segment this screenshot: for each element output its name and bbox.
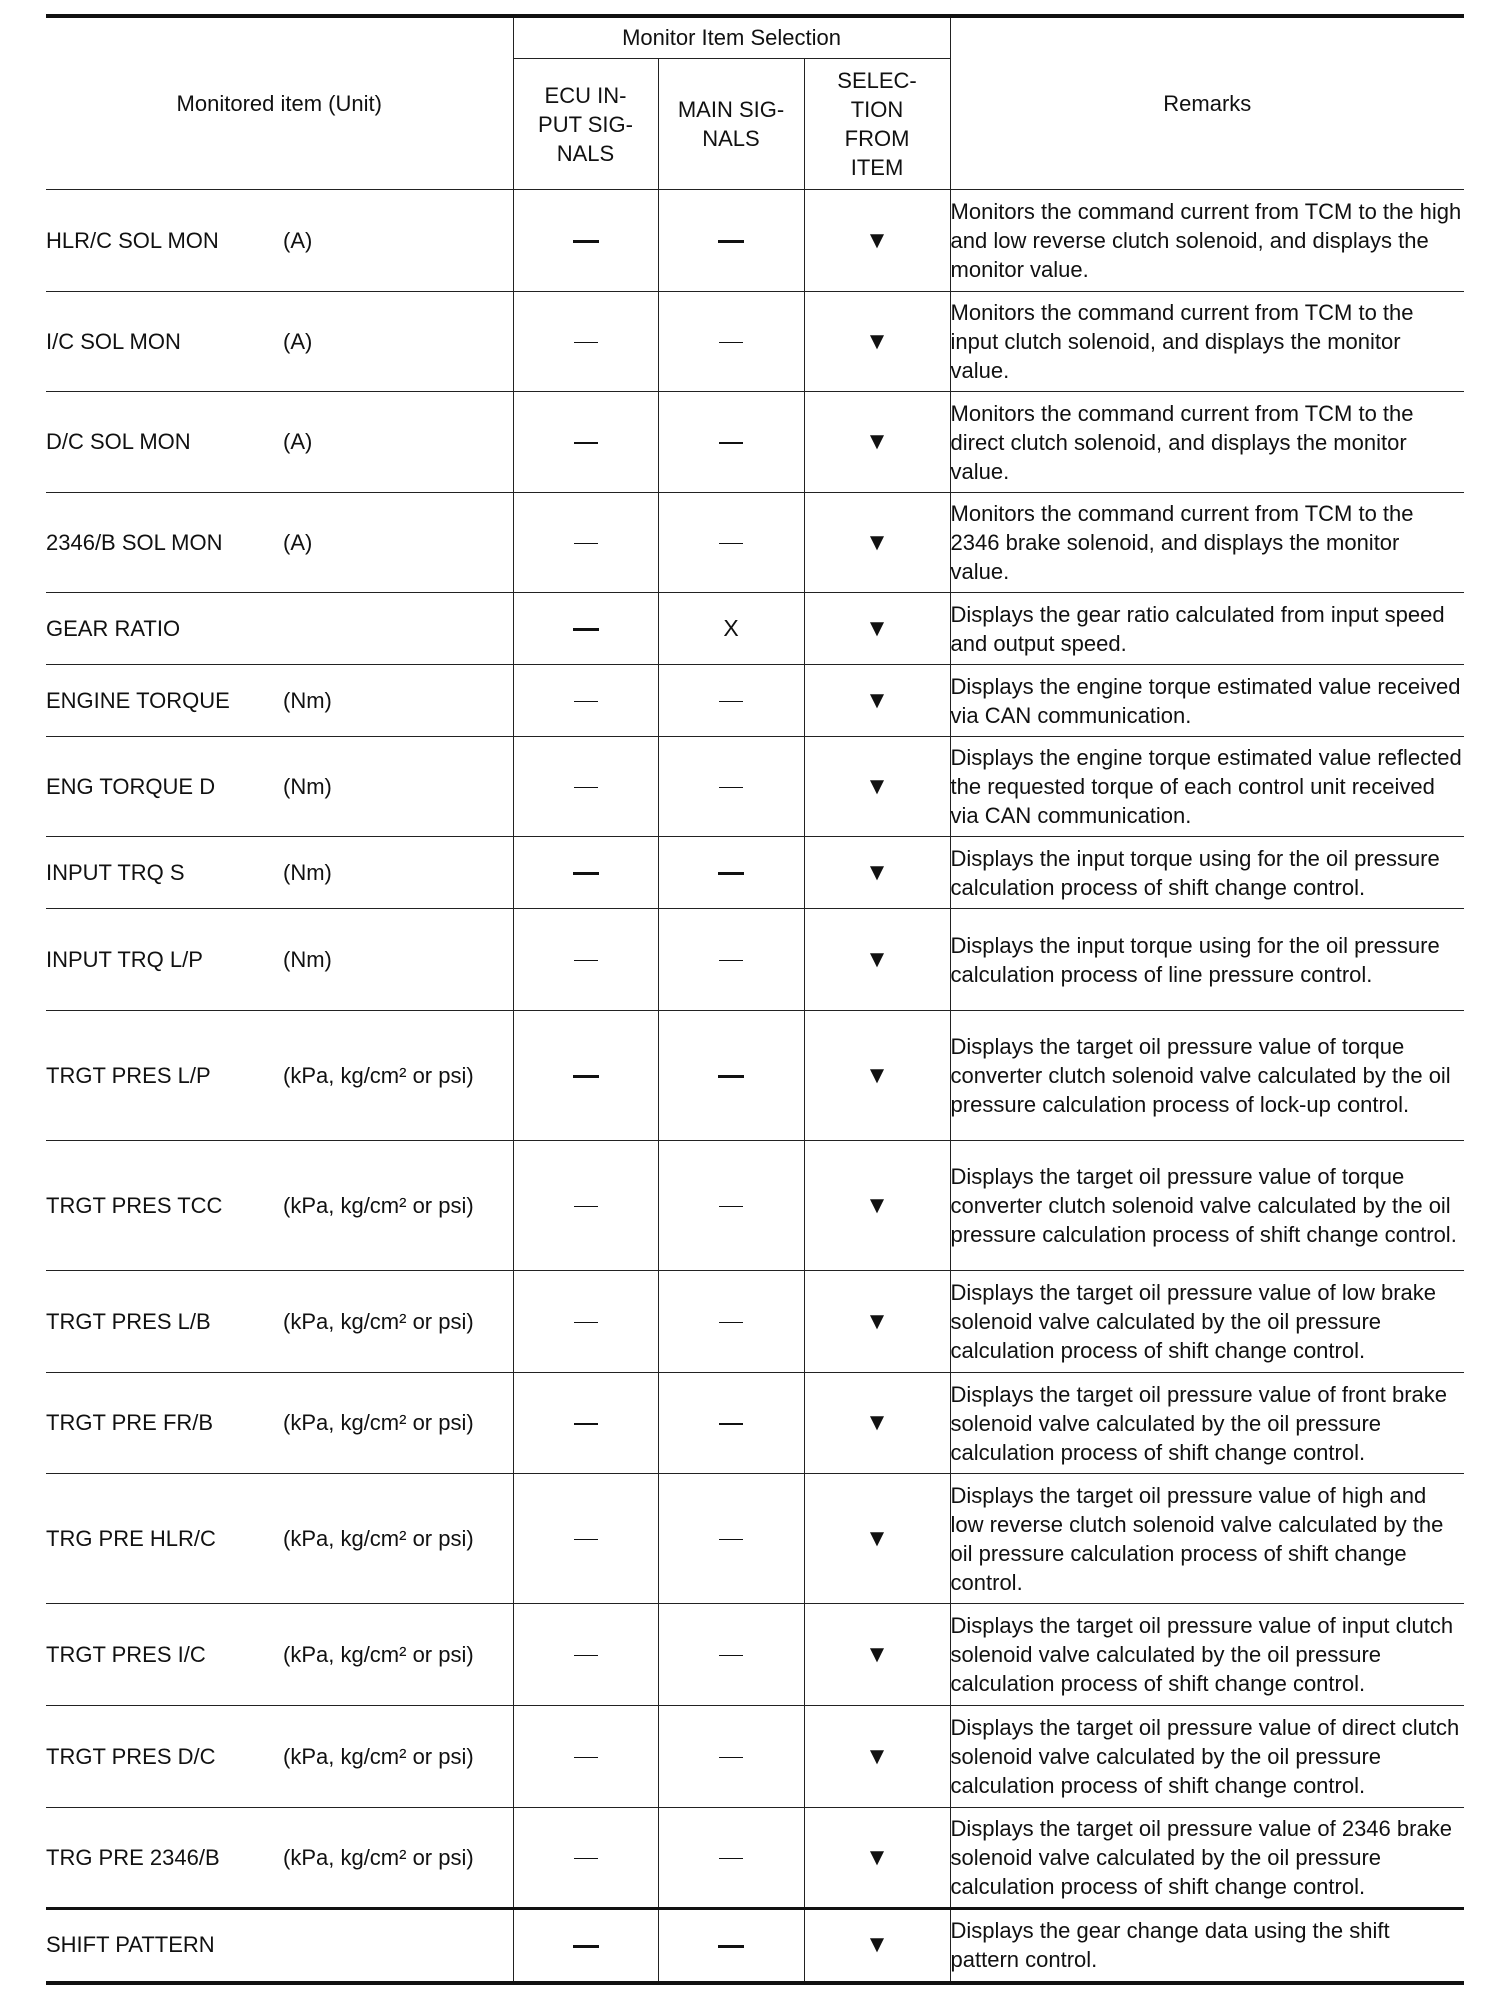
not-applicable-dash (574, 1655, 598, 1657)
table-row (46, 593, 1464, 665)
remarks-cell: Displays the input torque using for the oil pressure calculation process of shift change control. (950, 837, 1464, 909)
ecu-input-signals-cell (513, 1909, 658, 1983)
not-applicable-dash (574, 1206, 598, 1208)
not-applicable-dash (719, 1539, 743, 1541)
not-applicable-dash (719, 1858, 743, 1860)
ecu-input-signals-cell (513, 190, 658, 292)
main-signals-cell (658, 1011, 804, 1141)
table-row (46, 292, 1464, 392)
table-row (46, 392, 1464, 493)
main-signals-cell (658, 1604, 804, 1706)
monitored-item-name: D/C SOL MON (46, 429, 191, 454)
ecu-input-signals-cell (513, 1604, 658, 1706)
selected-triangle-icon: ▼ (865, 614, 889, 642)
remarks-cell: Displays the target oil pressure value of low brake solenoid valve calculated by the oil pressure calculation process of shift change control. (950, 1271, 1464, 1373)
not-applicable-dash (719, 787, 743, 789)
ecu-input-signals-cell (513, 392, 658, 493)
not-applicable-dash (719, 1757, 743, 1759)
monitored-item-unit: (Nm) (283, 687, 332, 713)
remarks-cell: Displays the gear ratio calculated from input speed and output speed. (950, 593, 1464, 665)
main-signals-cell (658, 1706, 804, 1808)
main-signals-cell (658, 392, 804, 493)
monitored-item-name: TRGT PRES L/P (46, 1062, 211, 1088)
header-remarks: Remarks (950, 16, 1464, 190)
monitored-item-unit: (kPa, kg/cm² or psi) (283, 1641, 474, 1667)
selected-triangle-icon: ▼ (865, 1742, 889, 1770)
table-row (46, 1373, 1464, 1474)
remarks-cell: Monitors the command current from TCM to the 2346 brake solenoid, and displays the monitor value. (950, 493, 1464, 593)
ecu-input-signals-cell (513, 292, 658, 392)
not-applicable-dash (574, 1757, 598, 1759)
monitored-item-unit: (kPa, kg/cm² or psi) (283, 1743, 474, 1769)
not-applicable-dash (573, 628, 599, 631)
main-signals-cell (658, 593, 804, 665)
selection-from-item-cell (804, 292, 950, 392)
monitored-item-cell (46, 737, 513, 837)
monitored-item-name: TRG PRE 2346/B (46, 1844, 220, 1870)
monitored-item-unit: (Nm) (283, 773, 332, 799)
selected-triangle-icon: ▼ (865, 686, 889, 714)
table-row (46, 909, 1464, 1011)
selected-triangle-icon: ▼ (865, 858, 889, 886)
remarks-cell: Displays the target oil pressure value of input clutch solenoid valve calculated by the oil pressure calculation process of shift change control. (950, 1604, 1464, 1706)
monitored-item-cell (46, 1011, 513, 1141)
selected-triangle-icon: ▼ (865, 428, 889, 455)
main-signals-cell (658, 493, 804, 593)
remarks-cell: Monitors the command current from TCM to the direct clutch solenoid, and displays the monitor value. (950, 392, 1464, 493)
monitored-item-name: HLR/C SOL MON (46, 227, 219, 253)
selected-triangle-icon: ▼ (865, 945, 889, 973)
monitored-item-cell (46, 1808, 513, 1909)
main-signals-cell (658, 737, 804, 837)
table-row (46, 1808, 1464, 1909)
not-applicable-dash (719, 342, 743, 344)
monitored-item-unit: (kPa, kg/cm² or psi) (283, 1410, 474, 1435)
monitored-item-cell (46, 1474, 513, 1604)
ecu-input-signals-cell (513, 665, 658, 737)
table-row (46, 1271, 1464, 1373)
selection-from-item-cell (804, 909, 950, 1011)
not-applicable-dash (719, 1655, 743, 1657)
monitored-item-cell (46, 1141, 513, 1271)
not-applicable-dash (719, 1423, 743, 1425)
selection-from-item-cell (804, 190, 950, 292)
remarks-cell: Displays the target oil pressure value of torque converter clutch solenoid valve calculated by the oil pressure calculation process of shift change control. (950, 1141, 1464, 1271)
remarks-cell: Displays the gear change data using the shift pattern control. (950, 1909, 1464, 1983)
monitored-item-name: SHIFT PATTERN (46, 1932, 215, 1958)
selected-triangle-icon: ▼ (865, 1409, 889, 1436)
not-applicable-dash (719, 701, 743, 703)
selection-from-item-cell (804, 392, 950, 493)
remarks-cell: Displays the target oil pressure value of high and low reverse clutch solenoid valve calculated by the oil pressure calculation process of shift change control. (950, 1474, 1464, 1604)
not-applicable-dash (574, 1322, 598, 1324)
main-signals-cell (658, 190, 804, 292)
not-applicable-dash (574, 1423, 598, 1425)
remarks-cell: Displays the target oil pressure value of torque converter clutch solenoid valve calculated by the oil pressure calculation process of lock-up control. (950, 1011, 1464, 1141)
monitored-item-cell (46, 493, 513, 593)
applicable-x-mark: X (723, 615, 739, 641)
not-applicable-dash (719, 1322, 743, 1324)
monitored-item-unit: (kPa, kg/cm² or psi) (283, 1062, 474, 1088)
monitored-item-name: TRG PRE HLR/C (46, 1525, 216, 1551)
monitored-item-cell (46, 1604, 513, 1706)
monitored-item-name: GEAR RATIO (46, 615, 181, 641)
main-signals-cell (658, 1808, 804, 1909)
not-applicable-dash (574, 442, 598, 444)
not-applicable-dash (574, 701, 598, 703)
not-applicable-dash (718, 1945, 744, 1948)
monitored-item-name: TRGT PRES TCC (46, 1192, 223, 1218)
selection-from-item-cell (804, 1706, 950, 1808)
not-applicable-dash (718, 240, 744, 243)
not-applicable-dash (574, 787, 598, 789)
table-row (46, 1706, 1464, 1808)
selection-from-item-cell (804, 1271, 950, 1373)
monitored-item-cell (46, 593, 513, 665)
not-applicable-dash (574, 960, 598, 962)
monitored-item-cell (46, 1373, 513, 1474)
main-signals-cell (658, 837, 804, 909)
selected-triangle-icon: ▼ (865, 226, 889, 254)
ecu-input-signals-cell (513, 1373, 658, 1474)
ecu-input-signals-cell (513, 1706, 658, 1808)
monitored-item-name: TRGT PRES L/B (46, 1308, 211, 1334)
not-applicable-dash (574, 543, 598, 545)
not-applicable-dash (574, 342, 598, 344)
not-applicable-dash (574, 1539, 598, 1541)
selection-from-item-cell (804, 837, 950, 909)
ecu-input-signals-cell (513, 1808, 658, 1909)
remarks-cell: Monitors the command current from TCM to the input clutch solenoid, and displays the monitor value. (950, 292, 1464, 392)
header-monitored-item: Monitored item (Unit) (46, 16, 513, 190)
monitored-item-name: TRGT PRES D/C (46, 1743, 216, 1769)
selected-triangle-icon: ▼ (865, 1191, 889, 1219)
main-signals-cell (658, 292, 804, 392)
main-signals-cell (658, 1909, 804, 1983)
header-monitor-item-selection: Monitor Item Selection (513, 16, 950, 59)
monitored-item-unit: (A) (283, 227, 313, 253)
main-signals-cell (658, 1141, 804, 1271)
not-applicable-dash (719, 960, 743, 962)
header-selection-from-item: SELEC- TION FROM ITEM (804, 59, 950, 190)
header-ecu-input-signals: ECU IN- PUT SIG- NALS (513, 59, 658, 190)
monitored-item-cell (46, 665, 513, 737)
selected-triangle-icon: ▼ (865, 772, 889, 800)
not-applicable-dash (573, 872, 599, 875)
monitored-item-unit: (kPa, kg/cm² or psi) (283, 1525, 474, 1551)
main-signals-cell (658, 1474, 804, 1604)
ecu-input-signals-cell (513, 1474, 658, 1604)
selection-from-item-cell (804, 1141, 950, 1271)
table-row (46, 737, 1464, 837)
monitored-item-cell (46, 1909, 513, 1983)
monitored-item-cell (46, 190, 513, 292)
monitored-item-unit: (A) (283, 429, 313, 454)
monitored-item-unit: (A) (283, 529, 313, 555)
selection-from-item-cell (804, 1604, 950, 1706)
monitored-item-name: TRGT PRES I/C (46, 1641, 206, 1667)
table-row (46, 665, 1464, 737)
monitored-item-name: TRGT PRE FR/B (46, 1410, 214, 1435)
monitor-item-table (46, 14, 1464, 1985)
not-applicable-dash (574, 1858, 598, 1860)
monitored-item-unit: (kPa, kg/cm² or psi) (283, 1308, 474, 1334)
monitored-item-cell (46, 1271, 513, 1373)
selected-triangle-icon: ▼ (865, 1061, 889, 1089)
selection-from-item-cell (804, 1909, 950, 1983)
main-signals-cell (658, 1373, 804, 1474)
not-applicable-dash (719, 442, 743, 444)
selection-from-item-cell (804, 665, 950, 737)
ecu-input-signals-cell (513, 1011, 658, 1141)
table-row (46, 1604, 1464, 1706)
not-applicable-dash (718, 1075, 744, 1078)
table-row (46, 493, 1464, 593)
ecu-input-signals-cell (513, 593, 658, 665)
table-row (46, 1474, 1464, 1604)
monitored-item-cell (46, 909, 513, 1011)
remarks-cell: Displays the target oil pressure value of direct clutch solenoid valve calculated by the oil pressure calculation process of shift change control. (950, 1706, 1464, 1808)
selected-triangle-icon: ▼ (865, 1931, 889, 1959)
ecu-input-signals-cell (513, 493, 658, 593)
monitored-item-unit: (kPa, kg/cm² or psi) (283, 1844, 474, 1870)
table-row (46, 1909, 1464, 1983)
main-signals-cell (658, 909, 804, 1011)
monitored-item-unit: (kPa, kg/cm² or psi) (283, 1192, 474, 1218)
monitored-item-name: 2346/B SOL MON (46, 529, 223, 555)
remarks-cell: Monitors the command current from TCM to the high and low reverse clutch solenoid, and displays the monitor value. (950, 190, 1464, 292)
header-main-signals: MAIN SIG- NALS (658, 59, 804, 190)
monitored-item-name: INPUT TRQ L/P (46, 946, 203, 972)
table-row (46, 1011, 1464, 1141)
selection-from-item-cell (804, 737, 950, 837)
ecu-input-signals-cell (513, 1141, 658, 1271)
monitored-item-name: I/C SOL MON (46, 328, 181, 354)
not-applicable-dash (718, 872, 744, 875)
selection-from-item-cell (804, 1474, 950, 1604)
main-signals-cell (658, 665, 804, 737)
ecu-input-signals-cell (513, 837, 658, 909)
selected-triangle-icon: ▼ (865, 1843, 889, 1871)
selection-from-item-cell (804, 1011, 950, 1141)
ecu-input-signals-cell (513, 737, 658, 837)
monitored-item-unit: (Nm) (283, 946, 332, 972)
table-row (46, 837, 1464, 909)
selection-from-item-cell (804, 1808, 950, 1909)
monitored-item-name: ENGINE TORQUE (46, 687, 230, 713)
remarks-cell: Displays the input torque using for the oil pressure calculation process of line pressure control. (950, 909, 1464, 1011)
not-applicable-dash (573, 240, 599, 243)
remarks-cell: Displays the target oil pressure value of front brake solenoid valve calculated by the oil pressure calculation process of shift change control. (950, 1373, 1464, 1474)
monitored-item-cell (46, 1706, 513, 1808)
remarks-cell: Displays the engine torque estimated value reflected the requested torque of each control unit received via CAN communication. (950, 737, 1464, 837)
ecu-input-signals-cell (513, 909, 658, 1011)
main-signals-cell (658, 1271, 804, 1373)
selected-triangle-icon: ▼ (865, 1524, 889, 1552)
selected-triangle-icon: ▼ (865, 528, 889, 556)
selected-triangle-icon: ▼ (865, 327, 889, 355)
remarks-cell: Displays the target oil pressure value of 2346 brake solenoid valve calculated by the oil pressure calculation process of shift change control. (950, 1808, 1464, 1909)
not-applicable-dash (573, 1075, 599, 1078)
monitored-item-unit: (Nm) (283, 859, 332, 885)
monitored-item-name: INPUT TRQ S (46, 859, 185, 885)
table-row (46, 1141, 1464, 1271)
monitored-item-name: ENG TORQUE D (46, 773, 216, 799)
ecu-input-signals-cell (513, 1271, 658, 1373)
selected-triangle-icon: ▼ (865, 1640, 889, 1668)
remarks-cell: Displays the engine torque estimated value received via CAN communication. (950, 665, 1464, 737)
not-applicable-dash (719, 1206, 743, 1208)
not-applicable-dash (719, 543, 743, 545)
selection-from-item-cell (804, 593, 950, 665)
monitored-item-unit: (A) (283, 328, 313, 354)
selected-triangle-icon: ▼ (865, 1307, 889, 1335)
monitored-item-cell (46, 292, 513, 392)
selection-from-item-cell (804, 1373, 950, 1474)
monitored-item-cell (46, 392, 513, 493)
not-applicable-dash (573, 1945, 599, 1948)
table-row (46, 190, 1464, 292)
selection-from-item-cell (804, 493, 950, 593)
monitored-item-cell (46, 837, 513, 909)
